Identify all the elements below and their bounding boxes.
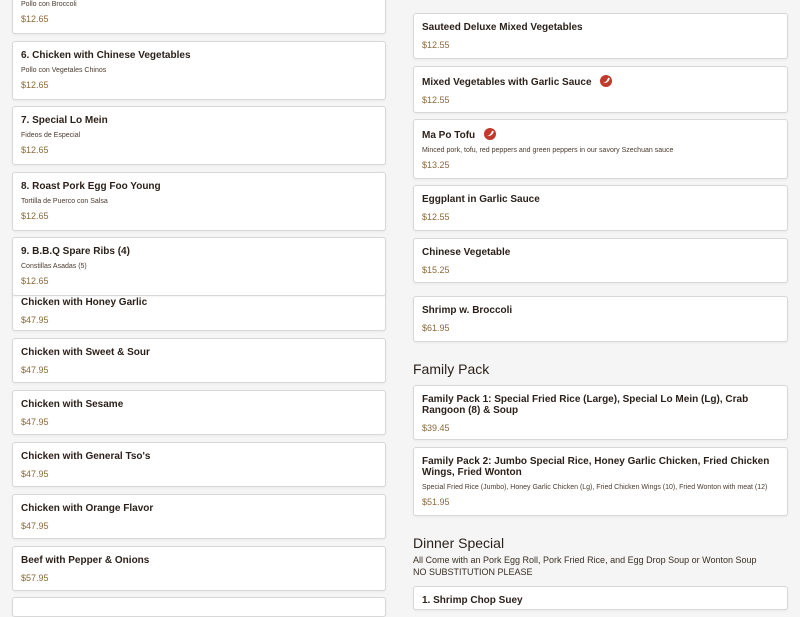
- item-title: Chicken with Honey Garlic: [21, 297, 148, 308]
- item-price: $61.95: [422, 323, 450, 333]
- menu-item-card[interactable]: [12, 390, 386, 435]
- menu-item-card[interactable]: [413, 385, 788, 440]
- item-title: Chicken with Orange Flavor: [21, 503, 154, 514]
- item-price: $12.55: [422, 40, 450, 50]
- menu-item-card[interactable]: [413, 13, 788, 59]
- item-price: $12.65: [21, 275, 49, 286]
- item-title: Eggplant in Garlic Sauce: [422, 194, 540, 205]
- item-subtitle: Minced pork, tofu, red peppers and green peppers in our savory Szechuan sauce: [422, 147, 674, 154]
- item-price: $12.65: [21, 79, 49, 90]
- item-price: $47.95: [21, 469, 49, 479]
- spicy-icon: [600, 75, 612, 87]
- item-title: 1. Shrimp Chop Suey: [422, 595, 523, 606]
- item-title: Family Pack 1: Special Fried Rice (Large), Special Lo Mein (Lg), Crab Rangoon (8) & Soup: [422, 394, 749, 416]
- dinner-special-note: All Come with an Pork Egg Roll, Pork Fried Rice, and Egg Drop Soup or Wonton Soup: [413, 555, 757, 565]
- item-price: $47.95: [21, 521, 49, 531]
- menu-item-card[interactable]: [12, 338, 386, 383]
- menu-item-card[interactable]: [413, 586, 788, 610]
- menu-item-card[interactable]: [12, 546, 386, 591]
- menu-item-card[interactable]: [12, 494, 386, 539]
- item-title: Chicken with General Tso's: [21, 451, 151, 462]
- item-title: Family Pack 2: Jumbo Special Rice, Honey Garlic Chicken, Fried Chicken Wings, Fried Wonton: [422, 456, 770, 478]
- item-price: $57.95: [21, 573, 49, 583]
- item-title: Beef with Pepper & Onions: [21, 555, 150, 566]
- section-heading-dinner-special: Dinner Special: [413, 535, 505, 551]
- menu-item-card[interactable]: [12, 106, 386, 165]
- item-title: Chicken with Sesame: [21, 399, 124, 410]
- menu-item-card[interactable]: [12, 597, 386, 617]
- item-price: $47.95: [21, 417, 49, 427]
- item-price: $39.45: [422, 423, 450, 433]
- item-subtitle: Pollo con Broccoli: [21, 1, 77, 8]
- item-title: Chinese Vegetable: [422, 247, 511, 258]
- item-title: Sauteed Deluxe Mixed Vegetables: [422, 22, 583, 33]
- menu-item-card[interactable]: [413, 296, 788, 342]
- item-price: $15.25: [422, 265, 450, 275]
- item-title: [422, 128, 779, 141]
- item-price: $12.65: [21, 13, 49, 24]
- item-price: $12.65: [21, 210, 49, 221]
- menu-item-card[interactable]: [12, 0, 386, 34]
- item-price: $47.95: [21, 315, 49, 325]
- item-subtitle: Constillas Asadas (5): [21, 263, 87, 270]
- section-description: [413, 555, 757, 578]
- section-heading-family-pack: Family Pack: [413, 361, 490, 377]
- item-price: $13.25: [422, 159, 450, 170]
- item-price: $12.55: [422, 95, 450, 105]
- item-title-text: Ma Po Tofu: [422, 130, 476, 141]
- item-title: Shrimp w. Broccoli: [422, 305, 513, 316]
- item-title: 9. B.B.Q Spare Ribs (4): [21, 246, 130, 257]
- item-subtitle: Special Fried Rice (Jumbo), Honey Garlic Chicken (Lg), Fried Chicken Wings (10), Fried Wonton with meat (12): [422, 484, 768, 491]
- menu-item-card[interactable]: [413, 447, 788, 516]
- item-price: $51.95: [422, 496, 450, 507]
- item-title: 7. Special Lo Mein: [21, 115, 108, 126]
- menu-item-card[interactable]: [413, 185, 788, 231]
- menu-item-card[interactable]: [12, 442, 386, 487]
- item-title: 6. Chicken with Chinese Vegetables: [21, 50, 191, 61]
- item-title-text: Mixed Vegetables with Garlic Sauce: [422, 77, 592, 88]
- menu-item-card[interactable]: [413, 119, 788, 179]
- item-subtitle: Tortilla de Puerco con Salsa: [21, 198, 108, 205]
- item-title: [422, 75, 779, 88]
- item-title: 8. Roast Pork Egg Foo Young: [21, 181, 161, 192]
- item-title: Chicken with Sweet & Sour: [21, 347, 150, 358]
- item-price: $12.55: [422, 212, 450, 222]
- menu-item-card[interactable]: [12, 172, 386, 231]
- menu-item-card[interactable]: [12, 41, 386, 100]
- item-price: $12.65: [21, 144, 49, 155]
- menu-item-card[interactable]: [413, 238, 788, 283]
- menu-item-card[interactable]: [413, 66, 788, 113]
- dinner-special-warning: NO SUBSTITUTION PLEASE: [413, 566, 533, 577]
- item-subtitle: Pollo con Vegetales Chinos: [21, 67, 107, 74]
- item-subtitle: Fideos de Especial: [21, 132, 81, 139]
- spicy-icon: [484, 128, 496, 140]
- menu-item-card[interactable]: [12, 237, 386, 296]
- item-price: $47.95: [21, 365, 49, 375]
